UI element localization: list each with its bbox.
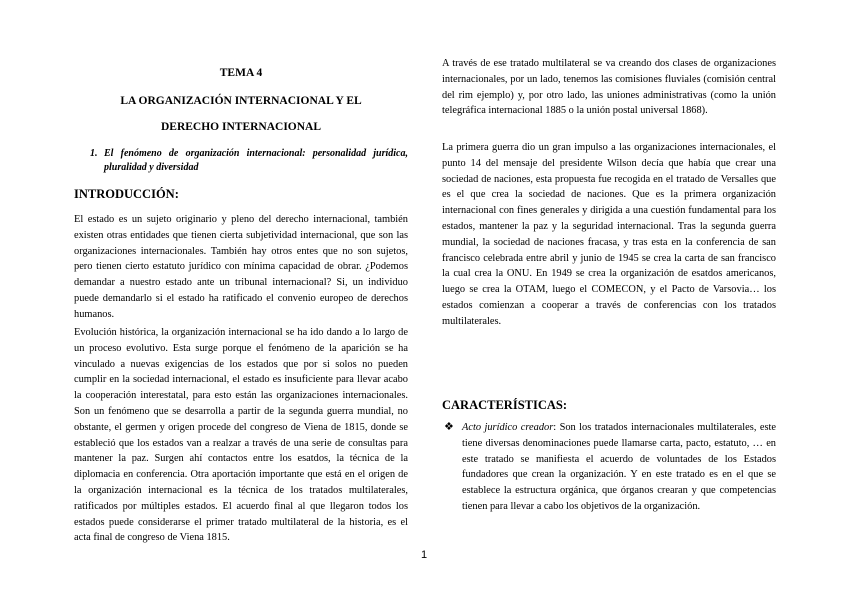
numbered-heading bbox=[90, 147, 408, 175]
document-title-line-1: LA ORGANIZACIÓN INTERNACIONAL Y EL bbox=[120, 95, 362, 107]
characteristic-description: : Son los tratados internacionales multilaterales, este tiene diversas denominaciones puede llamarse carta, pacto, estatuto, … en este tratado se manifiesta el acuerdo de voluntades de los Estados fundadores que crean la organización. Y en este tratado es en el que se establece la estructura orgánica, que órganos crearan y que competencias tienen para llevar a cabo los objetivos de la organización. bbox=[462, 422, 776, 512]
topic-title: TEMA 4 bbox=[219, 67, 263, 79]
characteristic-list-item bbox=[442, 420, 776, 515]
characteristic-text bbox=[462, 420, 776, 515]
numbered-heading-number: 1. bbox=[90, 148, 98, 159]
introduction-heading: INTRODUCCIÓN: bbox=[74, 187, 179, 201]
characteristic-label: Acto jurídico creador bbox=[462, 422, 554, 433]
introduction-paragraph: El estado es un sujeto originario y pleno del derecho internacional, también existen otras entidades que tienen cierta subjetividad internacional, que son las organizaciones internacionales. También hay otros entes que no son sujetos, pero tienen cierto estatuto jurídico con mínima capacidad de obrar. ¿Podemos demandar a nuestro estado ante un tribunal internacional? Si, un individuo puede demandarlo si el estado ha ratificado el convenio europeo de derechos humanos. bbox=[74, 214, 408, 320]
page-number: 1 bbox=[420, 549, 428, 561]
characteristics-heading: CARACTERÍSTICAS: bbox=[442, 398, 568, 412]
historical-evolution-paragraph: Evolución histórica, la organización internacional se ha ido dando a lo largo de un proceso evolutivo. Esta surge porque el fenómeno de la aparición se ha vinculado a nuevas exigencias de los estados que por si solos no pueden cumplir en la sociedad internacional, el estado es insuficiente para llevar acabo la cooperación interestatal, para esto están las organizaciones internacionales. Son un fenómeno que se desarrolla a partir de la segunda guerra mundial, no obstante, el germen y origen procede del congreso de Viena de 1815, donde se estableció que los estados van a realzar a través de una serie de consultas para mantener la paz. Surgen ahí contactos entre los esatdos, la técnica de la diplomacia en conferencia. Otra aportación importante que está en el origen de la organización internacional es la técnica de los tratados multilaterales, ratificados por múltiples estados. El acuerdo final al que llegaron todos los estados puede considerarse el primer tratado multilateral de la historia, es el acta final de congreso de Viena 1815. bbox=[74, 327, 408, 544]
world-war-paragraph: La primera guerra dio un gran impulso a las organizaciones internacionales, el punto 14 del mensaje del presidente Wilson decía que había que crear una sociedad de naciones, esta propuesta fue recogida en el tratado de Versalles que es el que crea la sociedad de naciones. Que es la primera organización internacional con fines generales y dirigida a una cuestión fundamental para los estados, mantener la paz y la seguridad internacional. Tras la segunda guerra mundial, la sociedad de naciones fracasa, y tras esta en la conferencia de san francisco celebrada entre abril y junio de 1945 se crea la carta de san francisco la cual crea la ONU. En 1949 se crea la organización de esatdos americanos, luego se crea la OTAM, luego el COMECON, y el Pacto de Varsovia… los estados comienzan a cooperar a través de conferencias con los tratados multilaterales. bbox=[442, 142, 776, 327]
multilateral-treaty-paragraph: A través de ese tratado multilateral se va creando dos clases de organizaciones internacionales, por un lado, tenemos las comisiones fluviales (comisión central del rim ejemplo) y, por otro lado, las uniones administrativas (como la unión telegráfica internacional 1885 o la unión postal universal 1868). bbox=[442, 58, 776, 117]
document-title-line-2: DERECHO INTERNACIONAL bbox=[160, 121, 322, 133]
numbered-heading-text: El fenómeno de organización internacional: personalidad jurídica, pluralidad y diversidad bbox=[104, 148, 408, 173]
diamond-bullet-icon: ❖ bbox=[444, 421, 454, 433]
